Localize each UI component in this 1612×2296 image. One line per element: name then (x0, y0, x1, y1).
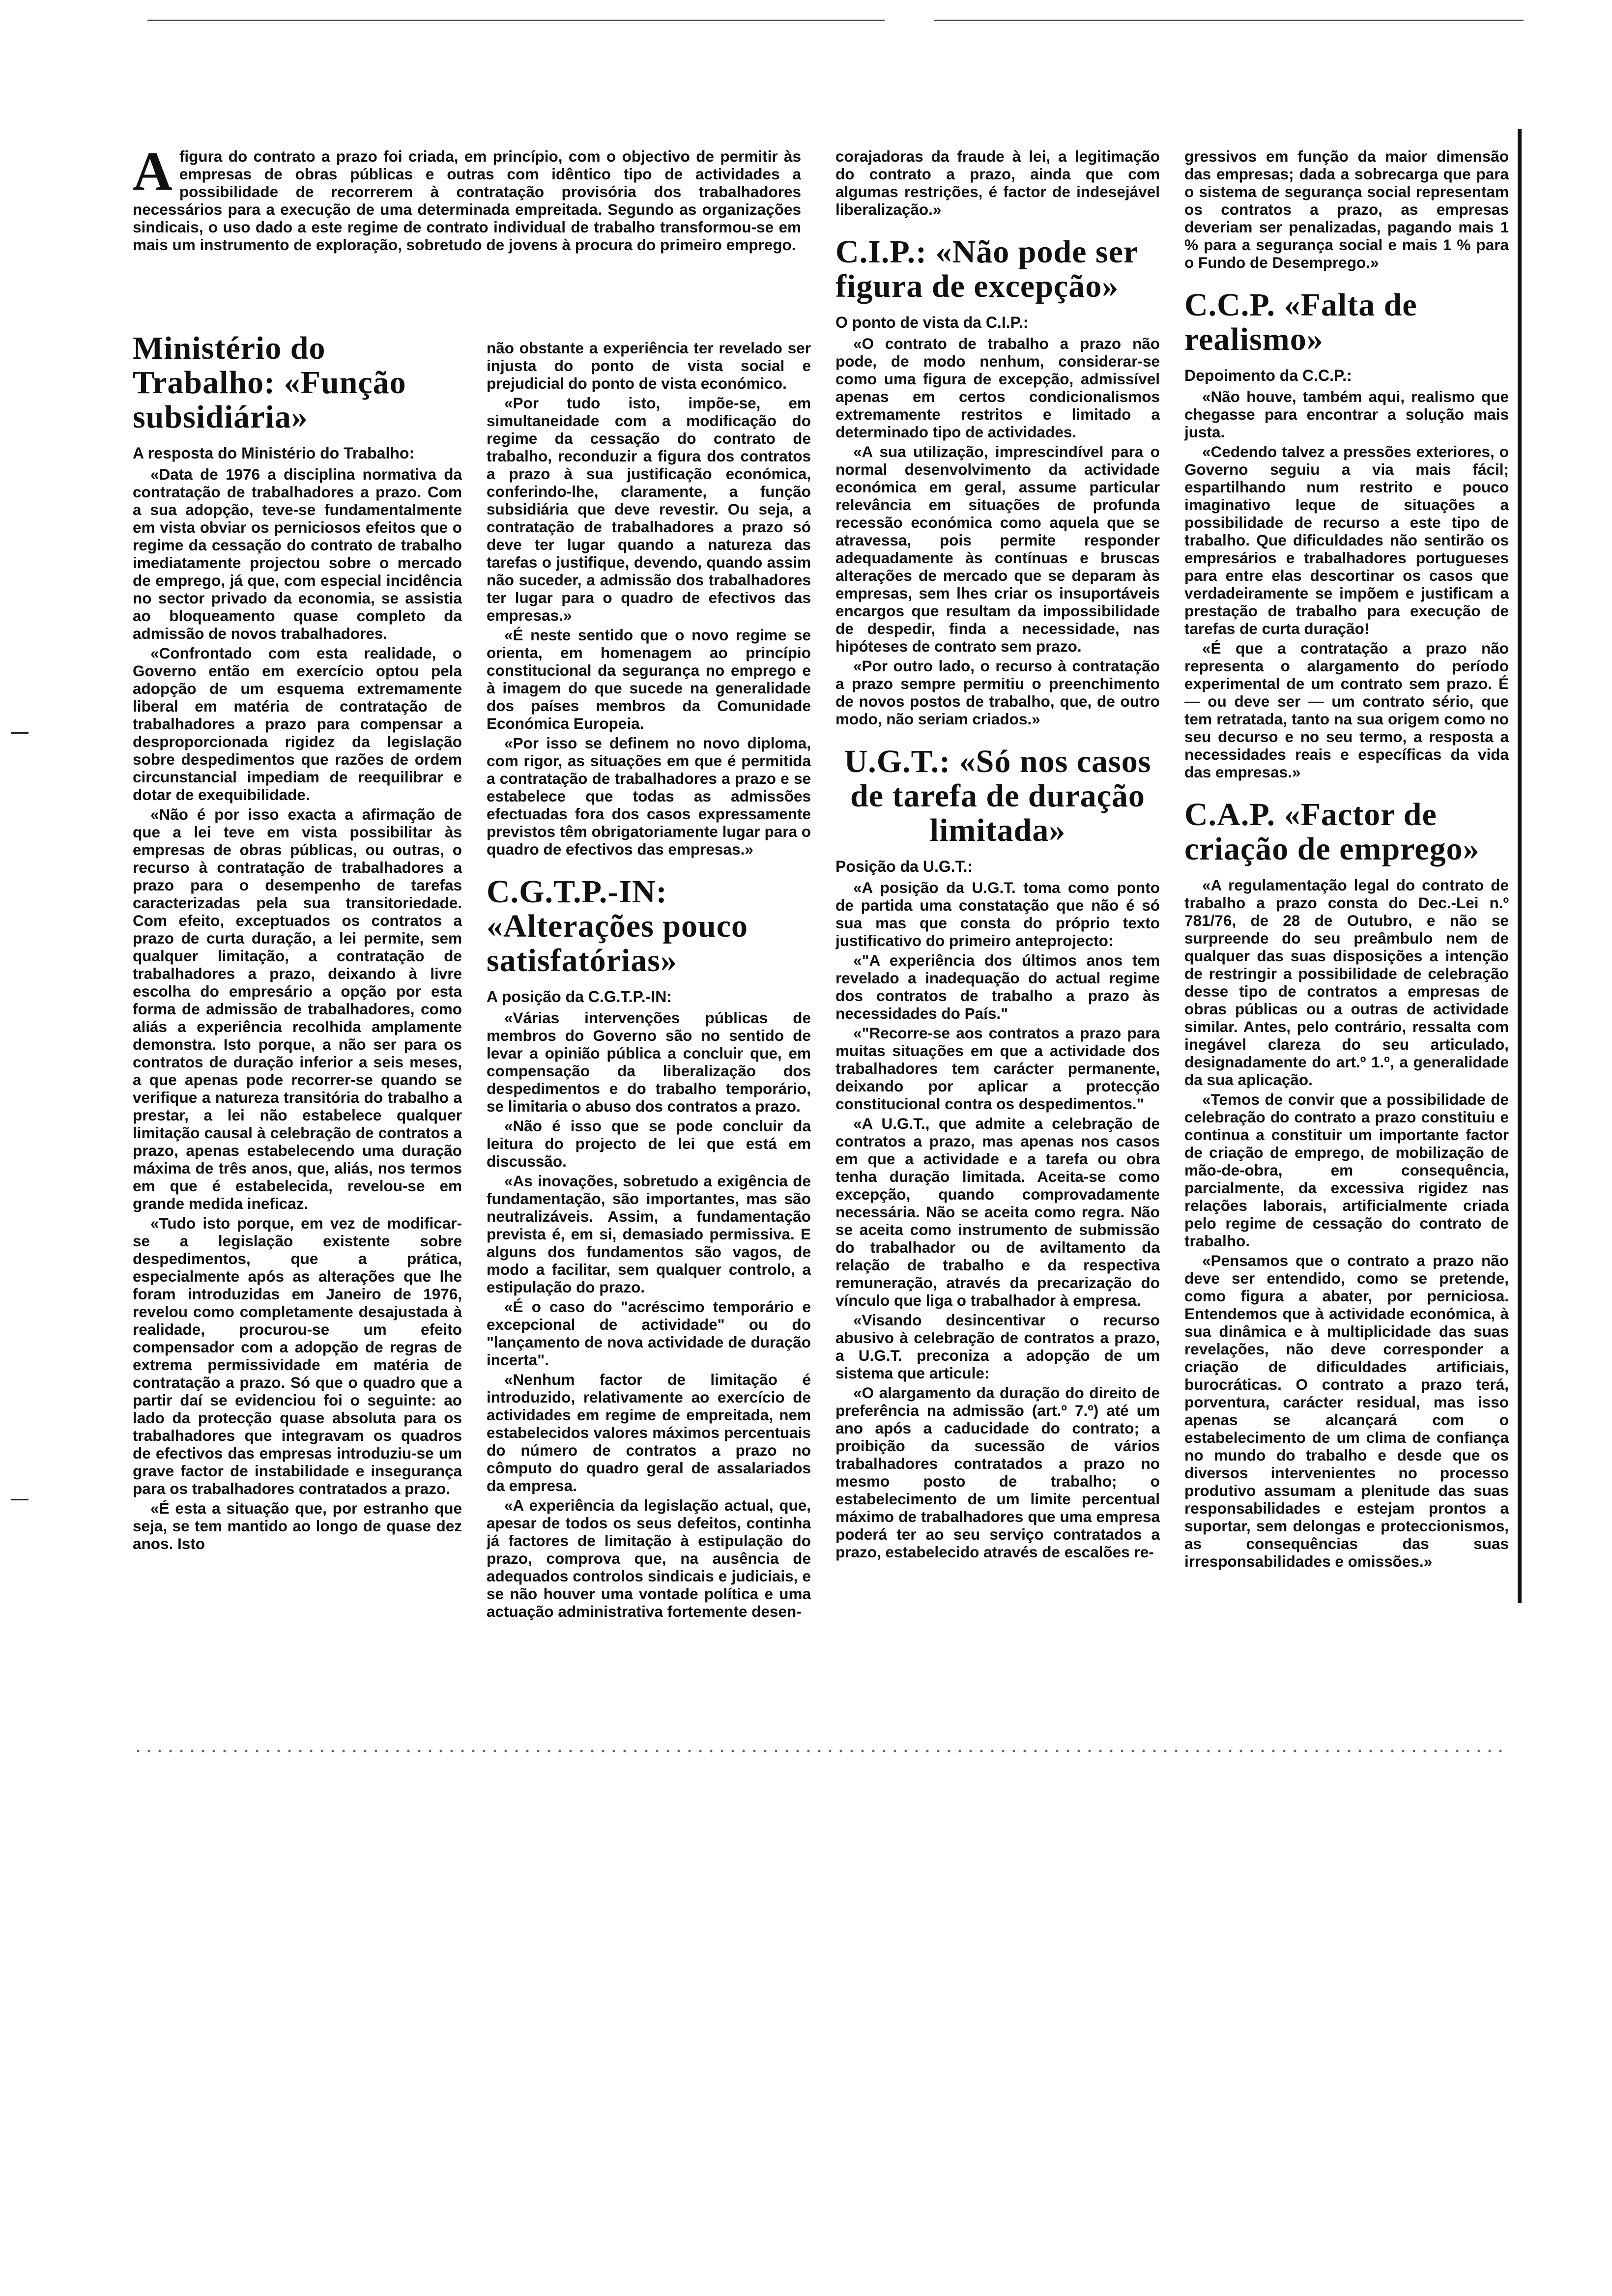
cap-paragraph: «Temos de convir que a possibilidade de celebração do contrato a prazo constituiu e continua a constituir um importante factor de criação de emprego, de mobilização de mão-de-obra, em consequência, parcialmente, da excessiva rigidez nas relações laborais, artificialmente criada pelo regime de cessação do contrato de trabalho. (1184, 1091, 1509, 1250)
cip-paragraph: «Por outro lado, o recurso à contratação a prazo sempre permitiu o preenchimento de novos postos de trabalho, que, de outro modo, não seriam criados.» (835, 657, 1160, 728)
ministerio-paragraph: «Não é por isso exacta a afirmação de que a lei teve em vista possibilitar às empresas de obras públicas, ou outras, o recurso à contratação de trabalhadores a prazo para o desempenho de tarefas caracterizadas pela sua transitoriedade. Com efeito, exceptuados os contratos a prazo de curta duração, a lei permite, sem qualquer limitação, a contratação de trabalhadores a prazo, deixando à livre escolha do empresário a opção por esta forma de admissão de trabalhadores, como aliás a experiência recolhida amplamente demonstra. Isto porque, a não ser para os contratos de duração inferior a seis meses, a que apenas pode recorrer-se quando se verifique a natureza transitória do trabalho a prestar, a lei não estabelece qualquer limitação causal à celebração de contratos a prazo, apenas estabelecendo uma duração máxima de três anos, que, aliás, nos termos em que é estabelecida, revelou-se em grande medida ineficaz. (133, 805, 462, 1212)
right-column-rule (1518, 129, 1522, 1603)
margin-mark (11, 732, 29, 734)
ccp-paragraph: «Cedendo talvez a pressões exteriores, o Governo seguiu a via mais fácil; espartilhando num restrito e pouco imaginativo leque de situações a possibilidade de recurso a este tipo de trabalho. Que dificuldades não sentirão os empresários e trabalhadores portugueses para entre elas descortinar os casos que verdadeiramente se impõem e justificam a prestação de trabalho para execução de tarefas de curta duração! (1184, 443, 1509, 637)
ministerio-paragraph: «Tudo isto porque, em vez de modificar-se a legislação existente sobre despedimentos, que a prática, especialmente após as alterações que lhe foram introduzidas em Janeiro de 1976, revelou como completamente desajustada à realidade, procurou-se um efeito compensador com a adopção de regras de extrema permissividade em matéria de contratação a prazo. Só que o quadro que a partir daí se evidenciou foi o seguinte: ao lado da protecção quase absoluta para os trabalhadores que integravam os quadros de efectivos das empresas introduziu-se um grave factor de instabilidade e insegurança para os trabalhadores contratados a prazo. (133, 1214, 462, 1497)
cip-headline: C.I.P.: «Não pode ser figura de excepção» (835, 234, 1138, 304)
ugt-paragraph: «"A experiência dos últimos anos tem revelado a inadequação do actual regime dos contratos de trabalho a prazo às necessidades do País." (835, 951, 1160, 1022)
ugt-paragraph: «O alargamento da duração do direito de preferência na admissão (art.º 7.º) até um ano após a caducidade do contrato; a proibição da sucessão de vários trabalhadores contratados a prazo no mesmo posto de trabalho; o estabelecimento de um limite percentual máximo de trabalhadores que uma empresa poderá ter ao seu serviço contratados a prazo, estabelecido através de escalões re- (835, 1384, 1160, 1561)
cgtp-continued: corajadoras da fraude à lei, a legitimação do contrato a prazo, ainda que com algumas restrições, é factor de indesejável liberalização.» (835, 147, 1160, 218)
ccp-paragraph: «Não houve, também aqui, realismo que chegasse para encontrar a solução mais justa. (1184, 388, 1509, 441)
ministerio-paragraph: «Data de 1976 a disciplina normativa da contratação de trabalhadores a prazo. Com a sua adopção, teve-se fundamentalmente em vista obviar os perniciosos efeitos que o regime da cessação do contrato de trabalho imediatamente projectou sobre o mercado de emprego, já que, com especial incidência no sector privado da economia, se assistia ao bloqueamento quase completo da admissão de novos trabalhadores. (133, 465, 462, 642)
cgtp-paragraph: «Várias intervenções públicas de membros do Governo são no sentido de levar a opinião pública a concluir que, em compensação da liberalização dos despedimentos e do trabalho temporário, se limitaria o abuso dos contratos a prazo. (487, 1009, 811, 1115)
cgtp-paragraph: «Nenhum factor de limitação é introduzido, relativamente ao exercício de actividades em regime de empreitada, nem estabelecidos valores máximos percentuais do número de contratos a prazo no cômputo do quadro geral de assalariados da empresa. (487, 1371, 811, 1494)
cap-headline: C.A.P. «Factor de criação de emprego» (1184, 797, 1480, 867)
ccp-paragraph: «É que a contratação a prazo não representa o alargamento do período experimental de um contrato sem prazo. É — ou deve ser — um contrato sério, que tem retratada, tanto na sua origem como no seu decurso e no seu termo, a resposta a necessidades reais e específicas da vida das empresas.» (1184, 639, 1509, 781)
cap-paragraph: «A regulamentação legal do contrato de trabalho a prazo consta do Dec.-Lei n.º 781/76, de 28 de Outubro, e não se surpreende do seu preâmbulo nem de qualquer das suas disposições a intenção de restringir a possibilidade de celebração desse tipo de contratos a empresas de obras públicas ou a outras de actividade similar. Antes, pelo contrário, ressalta com inegável clareza do seu articulado, designadamente do art.º 1.º, a generalidade da sua aplicação. (1184, 876, 1509, 1089)
ugt-headline: U.G.T.: «Só nos casos de tarefa de duração limitada» (844, 744, 1151, 848)
cip-lead: O ponto de vista da C.I.P.: (835, 314, 1029, 331)
cgtp-headline: C.G.T.P.-IN: «Alterações pouco satisfatórias» (487, 874, 748, 978)
top-rule-left (147, 20, 885, 21)
cgtp-paragraph: «Não é isso que se pode concluir da leitura do projecto de lei que está em discussão. (487, 1117, 811, 1170)
ministerio-paragraph: «É neste sentido que o novo regime se orienta, em homenagem ao princípio constitucional da segurança no emprego e à imagem do que sucede na generalidade dos países membros da Comunidade Económica Europeia. (487, 626, 811, 732)
ugt-paragraph: «Visando desincentivar o recurso abusivo à celebração de contratos a prazo, a U.G.T. preconiza a adopção de um sistema que articule: (835, 1311, 1160, 1382)
ugt-paragraph: «"Recorre-se aos contratos a prazo para muitas situações em que a actividade dos trabalhadores tem carácter permanente, deixando por aplicar a protecção constitucional contra os despedimentos." (835, 1024, 1160, 1113)
ministerio-lead: A resposta do Ministério do Trabalho: (133, 444, 415, 462)
ministerio-paragraph: «Por isso se definem no novo diploma, com rigor, as situações em que é permitida a contratação de trabalhadores a prazo e se estabelece que todas as admissões efectuadas fora dos casos expressamente previstos têm obrigatoriamente lugar para o quadro de efectivos das empresas.» (487, 734, 811, 858)
cgtp-paragraph: «É o caso do "acréscimo temporário e excepcional de actividade" ou do "lançamento de nova actividade de duração incerta". (487, 1298, 811, 1369)
ministerio-paragraph: «Por tudo isto, impõe-se, em simultaneidade com a modificação do regime da cessação do contrato de trabalho, reconduzir a figura dos contratos a prazo à sua justificação económica, conferindo-lhe, claramente, a função subsidiária que deve revestir. Ou seja, a contratação de trabalhadores a prazo só deve ter lugar quando a natureza das tarefas o justifique, devendo, quando assim não suceder, a admissão dos trabalhadores ter lugar para o quadro de efectivos das empresas.» (487, 394, 811, 624)
ministerio-paragraph: não obstante a experiência ter revelado ser injusta do ponto de vista social e prejudicial do ponto de vista económico. (487, 339, 811, 392)
cip-paragraph: «O contrato de trabalho a prazo não pode, de modo nenhum, considerar-se como uma figura de excepção, admissível apenas em certos condicionalismos extremamente restritos e limitado a determinado tipo de actividades. (835, 335, 1160, 441)
ccp-headline: C.C.P. «Falta de realismo» (1184, 287, 1417, 357)
column-1 (133, 315, 462, 1750)
ministerio-paragraph: «É esta a situação que, por estranho que seja, se tem mantido ao longo de quase dez anos. Isto (133, 1499, 462, 1552)
top-rule-right (934, 20, 1524, 21)
ugt-lead: Posição da U.G.T.: (835, 858, 973, 875)
cgtp-lead: A posição da C.G.T.P.-IN: (487, 988, 672, 1005)
column-2 (487, 339, 811, 1750)
drop-cap: A (133, 147, 173, 202)
ministerio-paragraph: «Confrontado com esta realidade, o Governo então em exercício optou pela adopção de um esquema extremamente liberal em matéria de contratação de trabalhadores a prazo para compensar a desproporcionada rigidez da legislação sobre despedimentos que razões de ordem circunstancial impediam de reequilibrar e dotar de exequibilidade. (133, 644, 462, 804)
cgtp-paragraph: «As inovações, sobretudo a exigência de fundamentação, são importantes, mas são neutralizáveis. Assim, a fundamentação prevista é, em si, demasiado permissiva. E alguns dos fundamentos são vagos, de modo a facilitar, sem qualquer controlo, a estipulação do prazo. (487, 1172, 811, 1296)
ugt-paragraph: «A posição da U.G.T. toma como ponto de partida uma constatação que não é só sua mas que consta do próprio texto justificativo do primeiro anteprojecto: (835, 879, 1160, 949)
ccp-lead: Depoimento da C.C.P.: (1184, 367, 1352, 384)
intro-text: figura do contrato a prazo foi criada, em princípio, com o objectivo de permitir às empresas de obras públicas e outras com idêntico tipo de actividades a possibilidade de recorrerem à contratação provisória dos trabalhadores necessários para a execução de uma determinada empreitada. Segundo as organizações sindicais, o uso dado a este regime de contrato individual de trabalho transformou-se em mais um instrumento de exploração, sobretudo de jovens à procura do primeiro emprego. (133, 147, 801, 254)
column-3 (835, 147, 1160, 1750)
cap-paragraph: «Pensamos que o contrato a prazo não deve ser entendido, como se pretende, como figura a abater, por perniciosa. Entendemos que à actividade económica, à sua dinâmica e à multiplicidade das suas revelações, não deve corresponder a criação de dificuldades artificiais, burocráticas. O contrato a prazo terá, porventura, carácter residual, mas isso apenas se alcançará com o estabelecimento de um clima de confiança no mundo do trabalho e desde que os diversos intervenientes no processo produtivo assumam a plenitude das suas responsabilidades e estejam prontos a suportar, sem delongas e proteccionismos, as consequências das suas irresponsabilidades e omissões.» (1184, 1252, 1509, 1570)
intro-paragraph (133, 147, 801, 254)
intro-block (133, 147, 801, 254)
cip-paragraph: «A sua utilização, imprescindível para o normal desenvolvimento da actividade económica em geral, assume particular relevância em situações de profunda recessão económica como aquela que se atravessa, pois permite responder adequadamente às contínuas e bruscas alterações de mercado que se deparam às empresas, sem lhes criar os insuportáveis encargos que resultam da impossibilidade de despedir, finda a necessidade, nas hipóteses de contrato sem prazo. (835, 443, 1160, 655)
cgtp-paragraph: «A experiência da legislação actual, que, apesar de todos os seus defeitos, continha já factores de limitação à estipulação do prazo, comprova que, na ausência de adequados controlos sindicais e judiciais, e se não houver uma vontade política e uma actuação administrativa fortemente desen- (487, 1496, 811, 1620)
ministerio-headline: Ministério do Trabalho: «Função subsidiária» (133, 330, 406, 435)
ugt-paragraph: «A U.G.T., que admite a celebração de contratos a prazo, mas apenas nos casos em que a actividade e a tarefa ou obra tenha duração limitada. Aceita-se como excepção, quando comprovadamente necessária. Não se aceita como regra. Não se aceita como instrumento de submissão do trabalhador ou de aviltamento da relação de trabalho e da respectiva remuneração, através da precarização do vínculo que liga o trabalhador à empresa. (835, 1115, 1160, 1309)
column-4 (1184, 147, 1509, 1750)
margin-mark (11, 1499, 29, 1500)
bottom-dotted-rule (133, 1750, 1509, 1752)
ugt-continued: gressivos em função da maior dimensão das empresas; dada a sobrecarga que para o sistema de segurança social representam os contratos a prazo, as empresas deveriam ser penalizadas, pagando mais 1 % para a segurança social e mais 1 % para o Fundo de Desemprego.» (1184, 147, 1509, 271)
